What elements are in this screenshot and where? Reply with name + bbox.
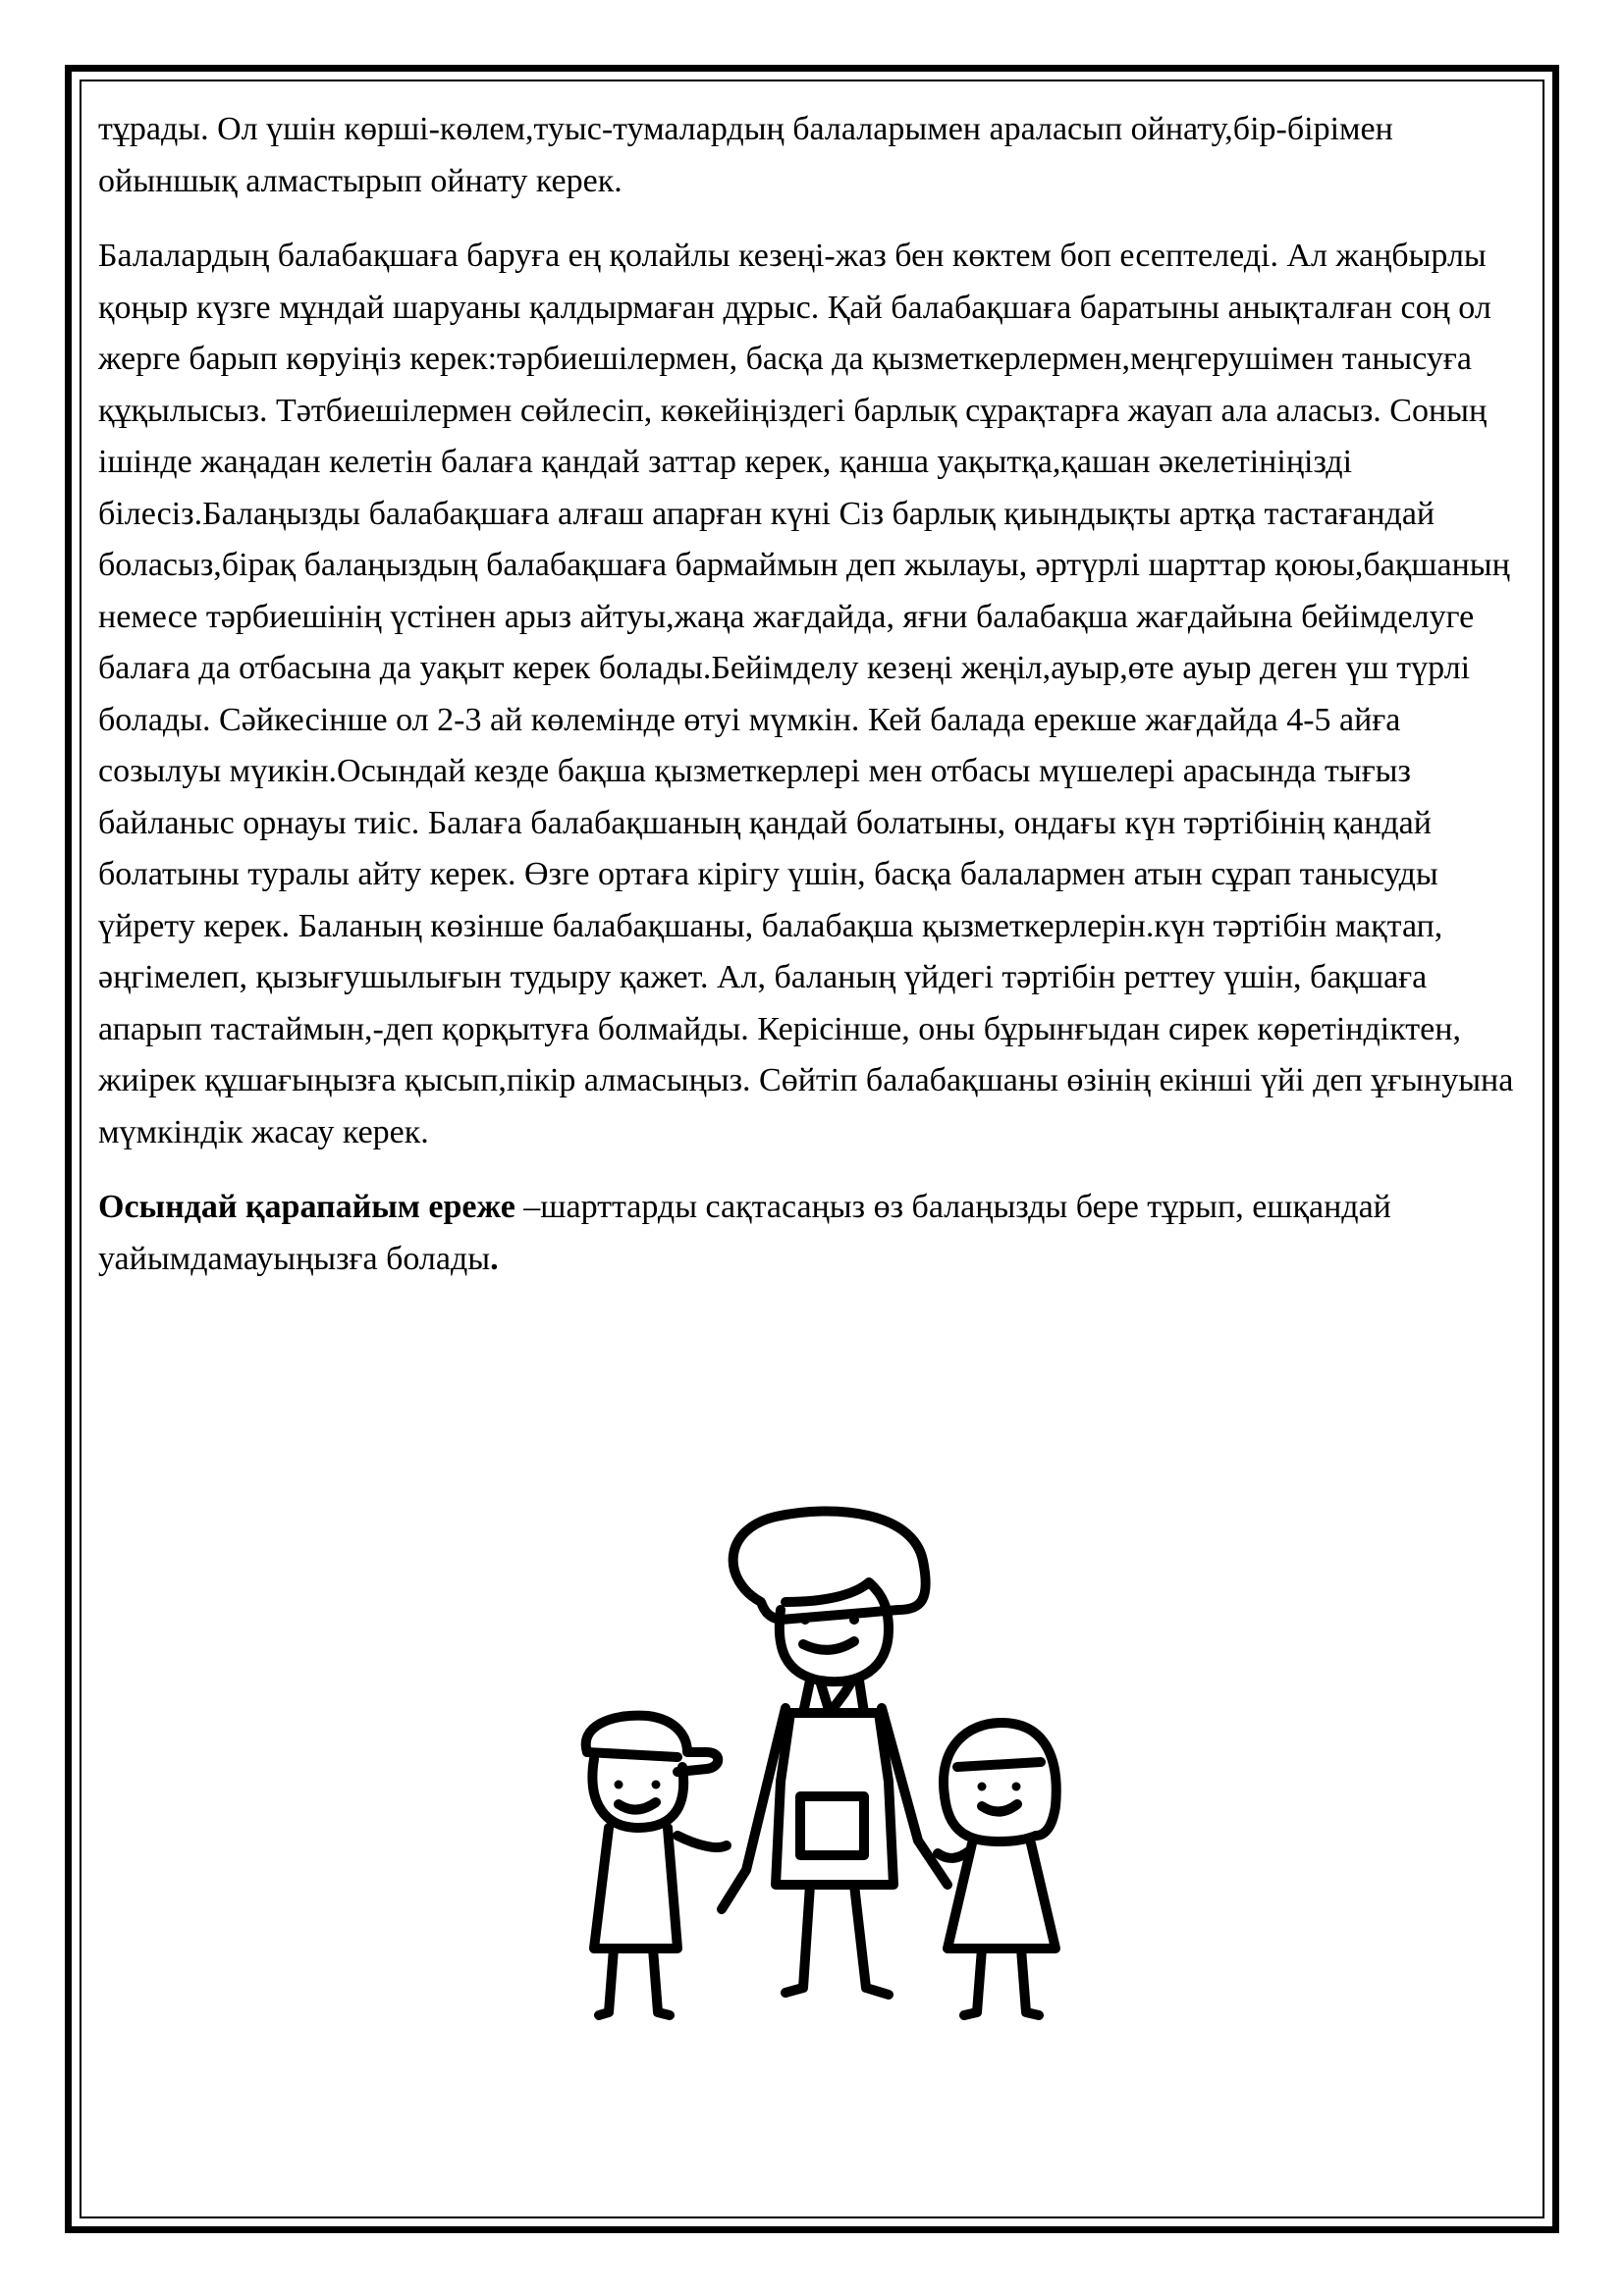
document-body [98, 104, 1522, 1285]
mother-figure [722, 1511, 947, 1995]
rule-text: –шарттарды сақтасаңыз өз балаңызды бере тұрып, ешқандай уайымдамауыңызға болады [98, 1189, 1391, 1277]
girl-figure [938, 1723, 1056, 2015]
boy-figure [586, 1716, 727, 2015]
paragraph-2: Балалардың балабақшаға баруға ең қолайлы кезеңі-жаз бен көктем боп есептеледі. Ал жаңбырлы қоңыр күзге мұндай шаруаны қалдырмаған дұрыс. Қай балабақшаға баратыны анықталған соң ол жерге барып көруіңіз керек:тәрбиешілермен, басқа да қызметкерлермен,меңгерушімен танысуға құқылысыз. Тәтбиешілермен сөйлесіп, көкейіңіздегі барлық сұрақтарға жауап ала аласыз. Соның ішінде жаңадан келетін балаға қандай заттар керек, қанша уақытқа,қашан әкелетініңізді білесіз.Балаңызды балабақшаға алғаш апарған күні Сіз барлық қиындықты артқа тастағандай боласыз,бірақ балаңыздың балабақшаға бармаймын деп жылауы, әртүрлі шарттар қоюы,бақшаның немесе тәрбиешінің үстінен арыз айтуы,жаңа жағдайда, яғни балабақша жағдайына бейімделуге балаға да отбасына да уақыт керек болады.Бейімделу кезеңі жеңіл,ауыр,өте ауыр деген үш түрлі болады. Сәйкесінше ол 2-3 ай көлемінде өтуі мүмкін. Кей балада ерекше жағдайда 4-5 айға созылуы мүикін.Осындай кезде бақша қызметкерлері мен отбасы мүшелері арасында тығыз байланыс орнауы тиіс. Балаға балабақшаның қандай болатыны, ондағы күн тәртібінің қандай болатыны туралы айту керек. Өзге ортаға кірігу үшін, басқа балалармен атын сұрап танысуды үйрету керек. Баланың көзінше балабақшаны, балабақша қызметкерлерін.күн тәртібін мақтап, әңгімелеп, қызығушылығын тудыру қажет. Ал, баланың үйдегі тәртібін реттеу үшін, бақшаға апарып тастаймын,-деп қорқытуға болмайды. Керісінше, оны бұрынғыдан сирек көретіндіктен, жиірек құшағыңызға қысып,пікір алмасыңыз. Сөйтіп балабақшаны өзінің екінші үйі деп ұғынуына мүмкіндік жасау керек. [98, 238, 1514, 1150]
family-drawing-icon [550, 1502, 1100, 2032]
rule-heading: Осындай қарапайым ереже [98, 1189, 515, 1225]
paragraph-3 [98, 1182, 1522, 1285]
paragraph-1: тұрады. Ол үшін көрші-көлем,туыс-тумалардың балаларымен араласып ойнату,бір-бірімен ойыншық алмастырып ойнату керек. [98, 111, 1393, 199]
rule-end-period: . [490, 1240, 499, 1277]
